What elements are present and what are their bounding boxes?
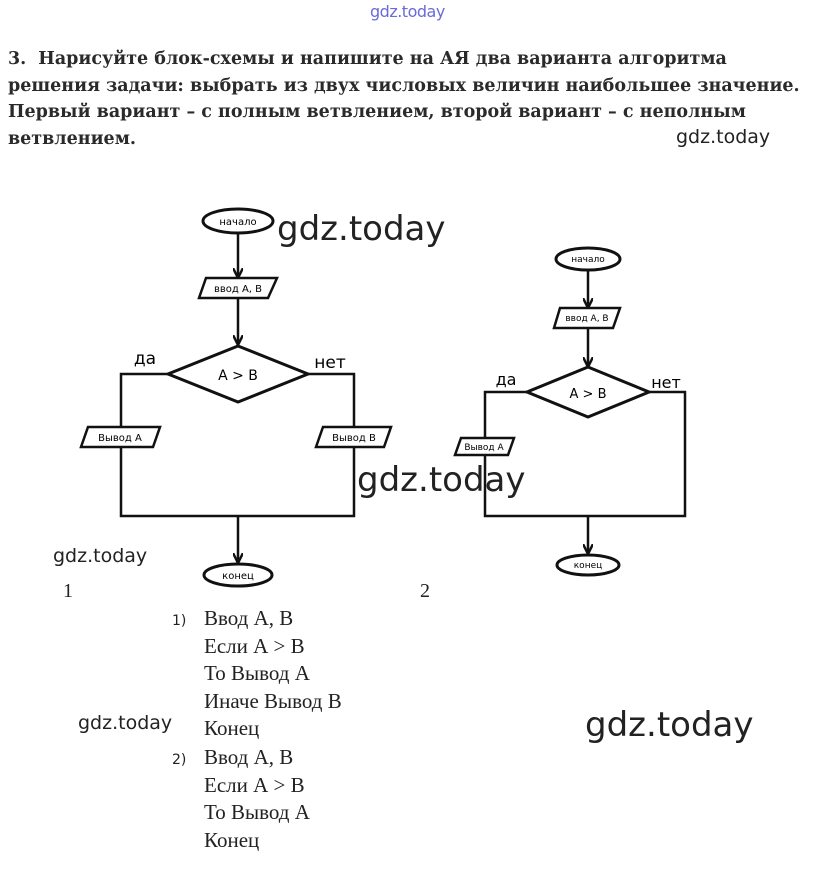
start-label: начало — [571, 255, 605, 265]
input-label: ввод А, В — [565, 314, 609, 324]
no-label: нет — [651, 373, 681, 392]
end-label: конец — [222, 571, 254, 582]
yes-branch — [485, 392, 527, 438]
condition-label: A > B — [569, 387, 607, 402]
output-no-label: Вывод В — [332, 433, 376, 444]
no-branch — [308, 374, 354, 427]
algorithm-line: Конец — [204, 827, 260, 852]
task-text: Нарисуйте блок-схемы и напишите на АЯ два варианта алгоритма решения задачи: выбрать из двух числовых величин наибольшее значение. Первый вариант – с полным ветвлением, второй вариант – с неполным ветвлением. — [8, 49, 800, 149]
algorithm-line: Конец — [204, 716, 260, 741]
header-watermark: gdz.today — [370, 2, 445, 21]
yes-branch — [121, 374, 168, 427]
watermark: gdz.today — [357, 460, 526, 500]
output-yes-label: Вывод А — [464, 443, 504, 453]
algorithm-number: 2) — [172, 752, 187, 768]
algorithm-1 — [204, 605, 342, 743]
yes-label: да — [133, 349, 157, 369]
watermark: gdz.today — [585, 705, 754, 745]
flowchart-partial-branching — [455, 248, 685, 575]
output-yes-label: Вывод А — [98, 433, 142, 444]
figure-caption-2: 2 — [420, 580, 430, 602]
algorithm-line: Ввод А, В — [204, 745, 294, 769]
condition-label: A > B — [218, 368, 258, 384]
merge-line — [121, 447, 354, 516]
start-label: начало — [219, 217, 257, 228]
algorithm-line: Если А > В — [204, 633, 305, 658]
watermark: gdz.today — [53, 545, 148, 567]
algorithm-line: То Вывод А — [204, 800, 310, 825]
watermark: gdz.today — [277, 209, 446, 249]
watermark: gdz.today — [676, 126, 771, 148]
algorithm-line: Ввод А, В — [204, 606, 294, 630]
end-label: конец — [573, 561, 603, 571]
yes-label: да — [495, 370, 517, 389]
algorithm-line: То Вывод А — [204, 661, 310, 686]
algorithm-2 — [204, 744, 310, 854]
algorithm-number: 1) — [172, 613, 187, 629]
watermark: gdz.today — [78, 712, 173, 734]
task-number: 3. — [8, 49, 27, 69]
flowchart-full-branching — [81, 209, 391, 586]
algorithm-line: Иначе Вывод В — [204, 688, 342, 713]
input-label: ввод А, В — [213, 284, 263, 295]
figure-caption-1: 1 — [63, 580, 73, 602]
no-label: нет — [314, 353, 346, 373]
algorithm-line: Если А > В — [204, 772, 305, 797]
